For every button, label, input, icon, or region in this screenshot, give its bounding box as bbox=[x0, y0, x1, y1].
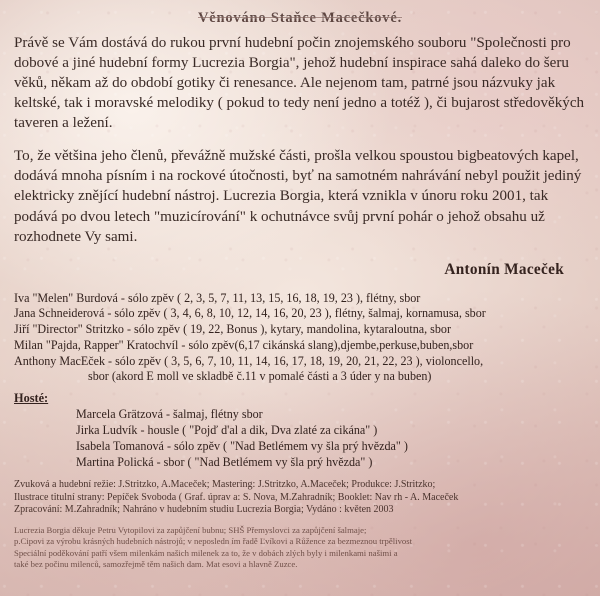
list-item: také bez počinu milenců, samozřejmě těm našich dam. Mat esovi a hlavně Zuzce. bbox=[14, 559, 298, 570]
list-item: p.Cipovi za výrobu krásných hudebních nástrojů; v neposledn ím řadě Ľvíkovi a Růžence za bezmeznou trpělivost bbox=[14, 536, 413, 547]
list-item: Zpracování: M.Zahradník; Nahráno v hudebním studiu Lucrezia Borgia; Vydáno : květen 2003 bbox=[14, 504, 394, 516]
guests-heading: Hosté: bbox=[14, 390, 49, 405]
acknowledgements bbox=[14, 525, 586, 570]
list-item: Anthony MacEček - sólo zpěv ( 3, 5, 6, 7, 10, 11, 14, 16, 17, 18, 19, 20, 21, 22, 23 ), violoncello, bbox=[14, 353, 484, 368]
list-item: Isabela Tomanová - sólo zpěv ( "Nad Betlémem vy šla prý hvězda" ) bbox=[76, 438, 408, 453]
list-item: Iva "Melen" Burdová - sólo zpěv ( 2, 3, 5, 7, 11, 13, 15, 16, 18, 19, 23 ), flétny, sbor bbox=[14, 290, 421, 305]
list-item: Jirka Ludvík - housle ( "Pojď d'al a dik, Dva zlaté za cikána" ) bbox=[76, 422, 378, 437]
guests-list bbox=[14, 407, 586, 471]
list-item: Speciální poděkování patří všem milenkám našich milenek za to, že v dobách zlých byly i milenkami našimi a bbox=[14, 547, 398, 558]
intro-text bbox=[14, 33, 586, 247]
list-item: Martina Polická - sbor ( "Nad Betlémem vy šla prý hvězda" ) bbox=[76, 454, 373, 469]
list-item: Lucrezia Borgia děkuje Petru Vytopilovi za zapůjčení bubnu; SHŠ Přemyslovci za zapůjčení šalmaje; bbox=[14, 525, 367, 536]
intro-paragraph-1: Právě se Vám dostává do rukou první hudební počin znojemského souboru "Společnosti pro dobové a jiné hudební formy Lucrezia Borgia", jehož hudební inspirace sahá daleko do šeru věků, někam až do období gotiky či renesance. Ale nejenom tam, patrné jsou názvuky jak keltské, tak i moravské melodiky ( pokud to tedy není jedno a totéž ), či bujarost středověkých taveren a ležení. bbox=[14, 35, 585, 132]
list-item: Jiří "Director" Stritzko - sólo zpěv ( 19, 22, Bonus ), kytary, mandolina, kytaraloutna, sbor bbox=[14, 322, 451, 337]
dedication-line: Věnováno Staňce Macečkové. bbox=[197, 10, 403, 26]
list-item: Milan "Pajda, Rapper" Kratochvíl - sólo zpěv(6,17 cikánská slang),djembe,perkuse,buben,sbor bbox=[14, 337, 474, 352]
intro-paragraph-2: To, že většina jeho členů, převážně mužské části, prošla velkou spoustou bigbeatových kapel, dodává mnoha písním i na rockové útočnosti, byť na samotném nahrávání nebyl použit jediný elektricky znějící hudební nástroj. Lucrezia Borgia, která vznikla v únoru roku 2001, tak podává po dvou letech "muzicírování" k ochutnávce svůj první pohár o jehož obsahu už rozhodnete Vy sami. bbox=[14, 148, 582, 245]
list-item: Marcela Grätzová - šalmaj, flétny sbor bbox=[76, 406, 263, 421]
performer-credits-list bbox=[14, 291, 586, 385]
author-signature: Antonín Maceček bbox=[444, 260, 564, 278]
production-credits bbox=[14, 479, 586, 517]
list-item: Zvuková a hudební režie: J.Stritzko, A.Maceček; Mastering: J.Stritzko, A.Maceček; Produkce: J.Stritzko; bbox=[14, 478, 436, 490]
credits-continuation: sbor (akord E moll ve skladbě č.11 v pomalé části a 3 úder y na buben) bbox=[88, 369, 432, 384]
list-item: Jana Schneiderová - sólo zpěv ( 3, 4, 6, 8, 10, 12, 14, 16, 20, 23 ), flétny, šalmaj, kornamusa, sbor bbox=[14, 306, 486, 321]
list-item: Ilustrace titulní strany: Pepíček Svoboda ( Graf. úprav a: S. Nova, M.Zahradník; Booklet: Nav rh - A. Maceček bbox=[14, 491, 459, 503]
